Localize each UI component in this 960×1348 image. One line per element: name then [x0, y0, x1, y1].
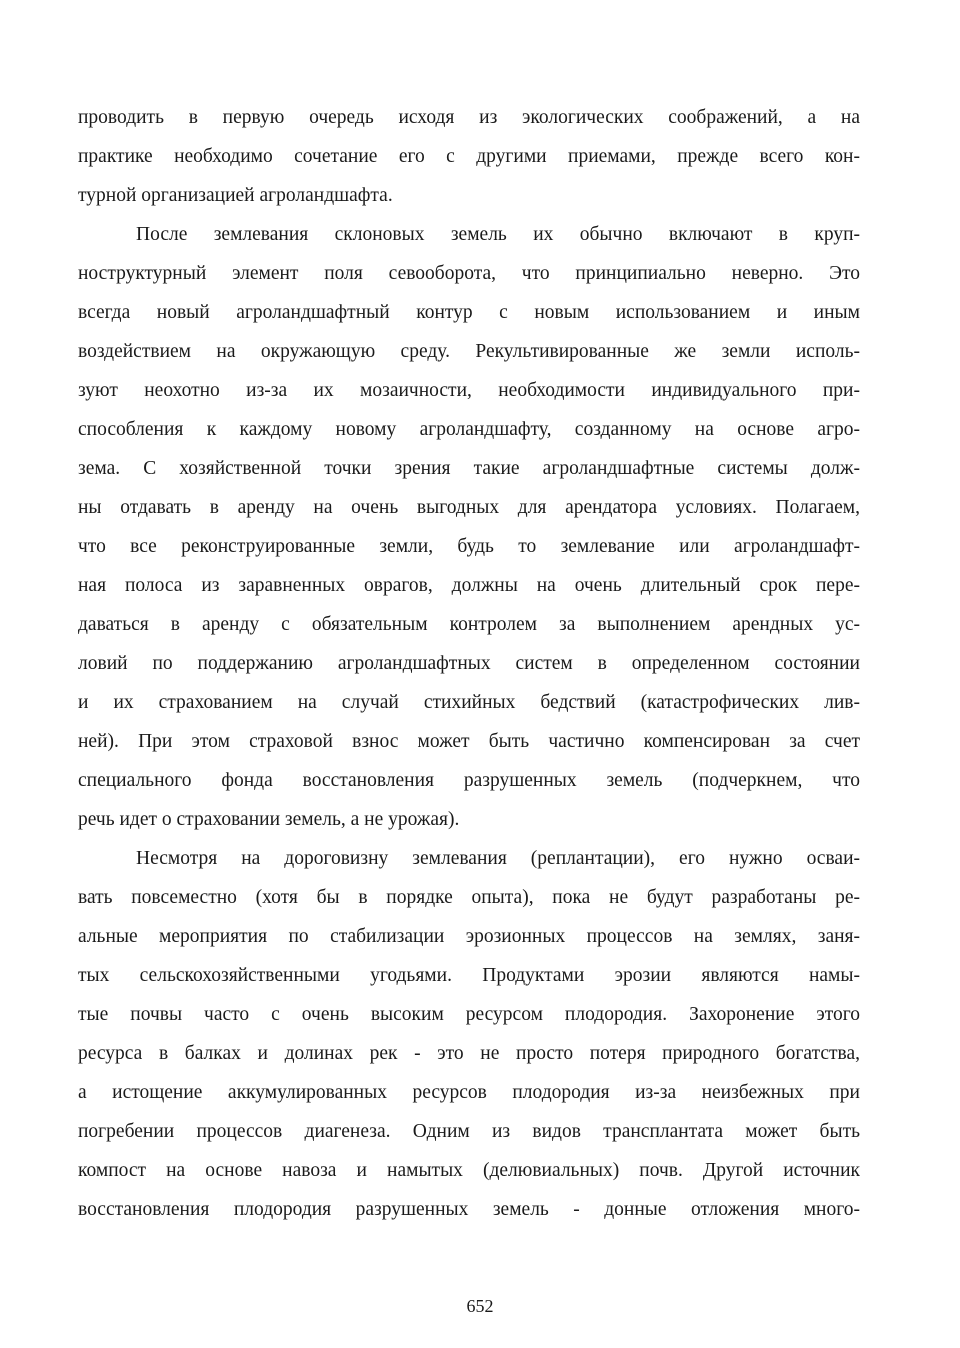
text-line: способления к каждому новому агроландшафту, созданному на основе агро- [78, 419, 860, 440]
text-line: турной организацией агроландшафта. [78, 185, 393, 206]
text-line: всегда новый агроландшафтный контур с новым использованием и иным [78, 302, 860, 323]
paragraph-2 [78, 215, 860, 839]
text-line: воздействием на окружающую среду. Рекультивированные же земли исполь- [78, 341, 860, 362]
text-line: зуют неохотно из-за их мозаичности, необходимости индивидуального при- [78, 380, 860, 401]
text-line: что все реконструированные земли, будь то землевание или агроландшафт- [78, 536, 860, 557]
text-line: а истощение аккумулированных ресурсов плодородия из-за неизбежных при [78, 1082, 860, 1103]
text-line: проводить в первую очередь исходя из экологических соображений, а на [78, 107, 860, 128]
paragraph-3 [78, 839, 860, 1229]
text-line: ней). При этом страховой взнос может быть частично компенсирован за счет [78, 731, 860, 752]
text-line: практике необходимо сочетание его с другими приемами, прежде всего кон- [78, 146, 860, 167]
text-line: тые почвы часто с очень высоким ресурсом плодородия. Захоронение этого [78, 1004, 860, 1025]
text-line: вать повсеместно (хотя бы в порядке опыта), пока не будут разработаны ре- [78, 887, 860, 908]
text-line: альные мероприятия по стабилизации эрозионных процессов на землях, заня- [78, 926, 860, 947]
text-line: Несмотря на дороговизну землевания (реплантации), его нужно осваи- [136, 848, 860, 869]
text-line: ны отдавать в аренду на очень выгодных для арендатора условиях. Полагаем, [78, 497, 860, 518]
text-line: ловий по поддержанию агроландшафтных систем в определенном состоянии [78, 653, 860, 674]
text-line: тых сельскохозяйственными угодьями. Продуктами эрозии являются намы- [78, 965, 860, 986]
body-text [78, 98, 860, 1229]
text-line: погребении процессов диагенеза. Одним из видов трансплантата может быть [78, 1121, 860, 1142]
text-line: компост на основе навоза и намытых (делювиальных) почв. Другой источник [78, 1160, 860, 1181]
paragraph-1 [78, 98, 860, 215]
text-line: и их страхованием на случай стихийных бедствий (катастрофических лив- [78, 692, 860, 713]
text-line: зема. С хозяйственной точки зрения такие агроландшафтные системы долж- [78, 458, 860, 479]
text-line: речь идет о страховании земель, а не урожая). [78, 809, 460, 830]
text-line: даваться в аренду с обязательным контролем за выполнением арендных ус- [78, 614, 860, 635]
page-number: 652 [466, 1296, 494, 1316]
text-line: специального фонда восстановления разрушенных земель (подчеркнем, что [78, 770, 860, 791]
text-line: ресурса в балках и долинах рек - это не просто потеря природного богатства, [78, 1043, 860, 1064]
text-line: восстановления плодородия разрушенных земель - донные отложения много- [78, 1199, 860, 1220]
text-line: После землевания склоновых земель их обычно включают в круп- [136, 224, 860, 245]
text-line: ная полоса из заравненных оврагов, должны на очень длительный срок пере- [78, 575, 860, 596]
text-line: ноструктурный элемент поля севооборота, что принципиально неверно. Это [78, 263, 860, 284]
